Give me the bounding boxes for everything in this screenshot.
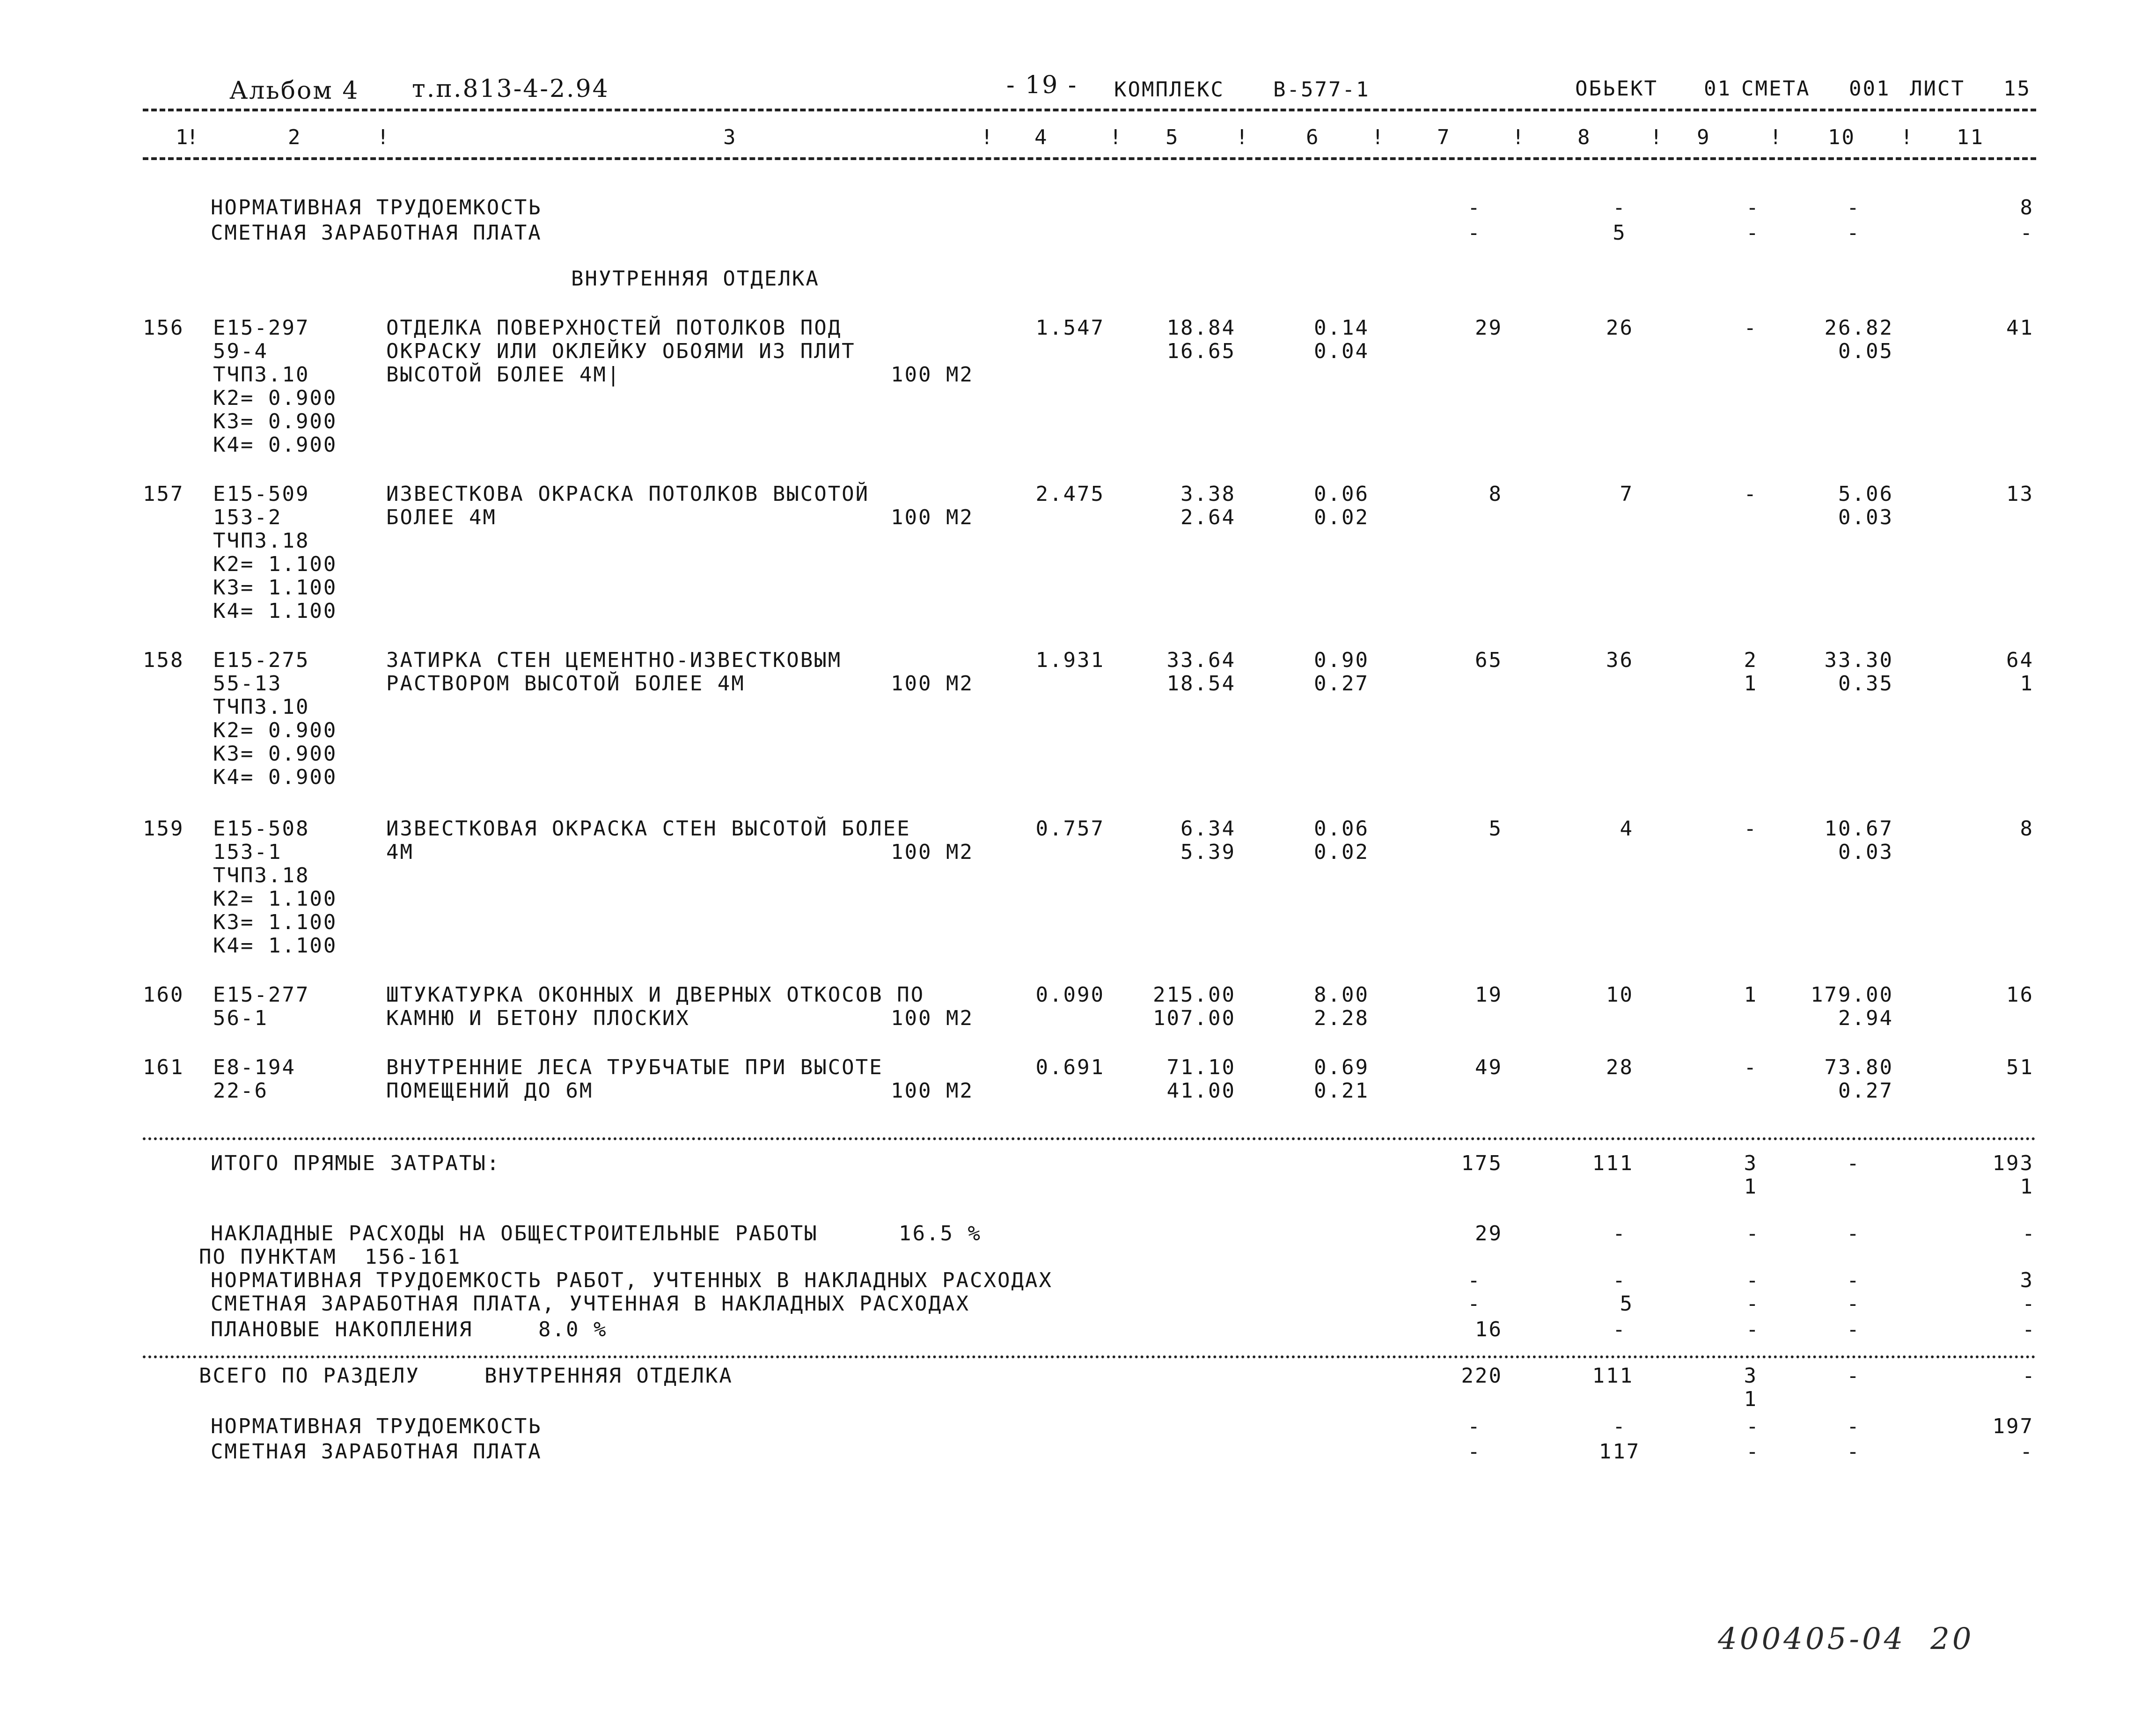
- item-code: ТЧП3.10: [213, 695, 310, 719]
- item-description: ИЗВЕСТКОВАЯ ОКРАСКА СТЕН ВЫСОТОЙ БОЛЕЕ: [386, 817, 911, 841]
- item-unit-cost: 71.10: [1166, 1055, 1236, 1079]
- item-c9: 1: [1744, 983, 1758, 1007]
- item-description: ПОМЕЩЕНИЙ ДО 6М: [386, 1079, 594, 1103]
- item-unit: 100 М2: [891, 363, 974, 387]
- overhead-rate: 16.5 %: [899, 1222, 982, 1245]
- column-number: 2: [288, 125, 302, 149]
- summary-label: НОРМАТИВНАЯ ТРУДОЕМКОСТЬ: [211, 1414, 542, 1438]
- item-c11: 13: [2006, 482, 2034, 506]
- summary-c11: 8: [2020, 196, 2034, 220]
- item-c9: 1: [1744, 672, 1758, 696]
- summary-c9: -: [1746, 1414, 1760, 1438]
- item-c10: 0.35: [1838, 672, 1893, 696]
- item-machine-cost: 0.06: [1314, 817, 1369, 841]
- item-code: ТЧП3.10: [213, 363, 310, 387]
- item-c10: 179.00: [1811, 983, 1893, 1007]
- planned-c7: 16: [1475, 1318, 1503, 1341]
- item-code: К2= 0.900: [213, 718, 337, 742]
- item-wages: 28: [1606, 1055, 1634, 1079]
- item-description: 4М: [386, 840, 414, 864]
- item-code: 22-6: [213, 1079, 268, 1103]
- item-code: К2= 1.100: [213, 887, 337, 911]
- section-title: ВНУТРЕННЯЯ ОТДЕЛКА: [571, 267, 820, 291]
- item-code: Е8-194: [213, 1055, 296, 1079]
- column-number: 6: [1306, 125, 1320, 149]
- overhead-c7: -: [1467, 1268, 1481, 1292]
- item-code: К4= 0.900: [213, 765, 337, 789]
- item-unit-cost: 3.38: [1181, 482, 1236, 506]
- total-c9: 3: [1744, 1364, 1758, 1388]
- object-number: 01: [1704, 77, 1731, 101]
- overhead-line-4: СМЕТНАЯ ЗАРАБОТНАЯ ПЛАТА, УЧТЕННАЯ В НАКЛАДНЫХ РАСХОДАХ: [211, 1292, 970, 1316]
- item-total: 65: [1475, 648, 1503, 672]
- handwritten-note: 400405-04 20: [1718, 1622, 1974, 1656]
- item-machine-cost: 0.90: [1314, 648, 1369, 672]
- item-wages: 26: [1606, 316, 1634, 340]
- item-unit: 100 М2: [891, 672, 974, 696]
- column-rule: [143, 157, 2036, 160]
- summary-c11: -: [2020, 1440, 2034, 1464]
- column-divider: !: [1512, 125, 1526, 149]
- item-description: ШТУКАТУРКА ОКОННЫХ И ДВЕРНЫХ ОТКОСОВ ПО: [386, 983, 925, 1007]
- sheet-number: 15: [2003, 77, 2031, 101]
- overhead-c8: -: [1613, 1222, 1627, 1245]
- summary-c8: 117: [1599, 1440, 1641, 1464]
- total-c7: 220: [1461, 1364, 1503, 1388]
- section-total-name: ВНУТРЕННЯЯ ОТДЕЛКА: [484, 1364, 733, 1388]
- column-divider: !: [1109, 125, 1123, 149]
- direct-c10: -: [1847, 1151, 1861, 1175]
- summary-label: СМЕТНАЯ ЗАРАБОТНАЯ ПЛАТА: [211, 1440, 542, 1464]
- item-machine-cost: 0.14: [1314, 316, 1369, 340]
- item-number: 160: [143, 983, 184, 1007]
- summary-c11: 197: [1992, 1414, 2034, 1438]
- item-c9: 2: [1744, 648, 1758, 672]
- summary-c10: -: [1847, 196, 1861, 220]
- item-number: 161: [143, 1055, 184, 1079]
- column-divider: !: [981, 125, 995, 149]
- column-number: 10: [1828, 125, 1855, 149]
- item-code: ТЧП3.18: [213, 529, 310, 553]
- item-c11: 1: [2020, 672, 2034, 696]
- item-total: 29: [1475, 316, 1503, 340]
- item-unit-cost: 5.39: [1181, 840, 1236, 864]
- summary-c9: -: [1746, 1440, 1760, 1464]
- item-description: КАМНЮ И БЕТОНУ ПЛОСКИХ: [386, 1006, 690, 1030]
- item-quantity: 0.090: [1035, 983, 1105, 1007]
- overhead-c10: -: [1847, 1292, 1861, 1316]
- overhead-c8: -: [1613, 1268, 1627, 1292]
- item-code: К4= 1.100: [213, 934, 337, 958]
- planned-label: ПЛАНОВЫЕ НАКОПЛЕНИЯ: [211, 1318, 473, 1341]
- item-machine-cost: 0.69: [1314, 1055, 1369, 1079]
- summary-c7: -: [1467, 221, 1481, 245]
- summary-c7: -: [1467, 196, 1481, 220]
- item-description: РАСТВОРОМ ВЫСОТОЙ БОЛЕЕ 4М: [386, 672, 745, 696]
- item-code: К4= 1.100: [213, 599, 337, 623]
- overhead-c11: -: [2022, 1292, 2036, 1316]
- overhead-c11: -: [2022, 1222, 2036, 1245]
- item-c9: -: [1744, 316, 1758, 340]
- direct-c11: 1: [2020, 1175, 2034, 1199]
- item-unit-cost: 107.00: [1153, 1006, 1236, 1030]
- item-c11: 64: [2006, 648, 2034, 672]
- album-label: Альбом 4: [229, 77, 359, 105]
- sheet-label: ЛИСТ: [1910, 77, 1965, 101]
- item-unit: 100 М2: [891, 1006, 974, 1030]
- summary-label: СМЕТНАЯ ЗАРАБОТНАЯ ПЛАТА: [211, 221, 542, 245]
- item-code: 55-13: [213, 672, 282, 696]
- item-c11: 16: [2006, 983, 2034, 1007]
- item-c9: -: [1744, 817, 1758, 841]
- overhead-line-2: ПО ПУНКТАМ 156-161: [199, 1245, 462, 1269]
- complex-label: КОМПЛЕКС: [1114, 78, 1225, 102]
- item-number: 158: [143, 648, 184, 672]
- complex-code: В-577-1: [1273, 78, 1370, 102]
- dotted-rule-2: [143, 1355, 2036, 1358]
- item-unit-cost: 18.84: [1166, 316, 1236, 340]
- item-code: К3= 1.100: [213, 576, 337, 600]
- column-divider: !: [1371, 125, 1386, 149]
- summary-c10: -: [1847, 1440, 1861, 1464]
- dotted-rule-1: [143, 1137, 2036, 1140]
- summary-c11: -: [2020, 221, 2034, 245]
- item-unit-cost: 16.65: [1166, 339, 1236, 363]
- item-unit: 100 М2: [891, 840, 974, 864]
- item-unit: 100 М2: [891, 505, 974, 529]
- item-machine-cost: 2.28: [1314, 1006, 1369, 1030]
- item-wages: 4: [1620, 817, 1634, 841]
- item-c10: 5.06: [1838, 482, 1893, 506]
- summary-c9: -: [1746, 221, 1760, 245]
- item-c9: -: [1744, 482, 1758, 506]
- item-unit-cost: 2.64: [1181, 505, 1236, 529]
- item-code: К3= 0.900: [213, 742, 337, 766]
- summary-c8: -: [1613, 1414, 1627, 1438]
- item-c11: 51: [2006, 1055, 2034, 1079]
- overhead-c10: -: [1847, 1222, 1861, 1245]
- column-divider: !: [1769, 125, 1783, 149]
- column-number: 9: [1697, 125, 1711, 149]
- item-code: К2= 1.100: [213, 552, 337, 576]
- column-divider: !: [1650, 125, 1664, 149]
- item-c10: 10.67: [1824, 817, 1893, 841]
- item-description: ВЫСОТОЙ БОЛЕЕ 4М|: [386, 363, 621, 387]
- item-quantity: 0.691: [1035, 1055, 1105, 1079]
- direct-costs-label: ИТОГО ПРЯМЫЕ ЗАТРАТЫ:: [211, 1151, 501, 1175]
- item-c10: 2.94: [1838, 1006, 1893, 1030]
- item-c11: 8: [2020, 817, 2034, 841]
- overhead-c7: 29: [1475, 1222, 1503, 1245]
- item-machine-cost: 0.02: [1314, 505, 1369, 529]
- overhead-c9: -: [1746, 1292, 1760, 1316]
- column-divider: !: [1900, 125, 1914, 149]
- project-number: т.п.813-4-2.94: [412, 75, 609, 103]
- item-unit-cost: 41.00: [1166, 1079, 1236, 1103]
- overhead-c8: 5: [1620, 1292, 1634, 1316]
- section-total-label: ВСЕГО ПО РАЗДЕЛУ: [199, 1364, 420, 1388]
- item-number: 156: [143, 316, 184, 340]
- estimate-label: СМЕТА: [1741, 77, 1811, 101]
- item-quantity: 0.757: [1035, 817, 1105, 841]
- item-total: 8: [1489, 482, 1503, 506]
- item-description: ЗАТИРКА СТЕН ЦЕМЕНТНО-ИЗВЕСТКОВЫМ: [386, 648, 842, 672]
- column-divider: !: [1236, 125, 1250, 149]
- item-description: ВНУТРЕННИЕ ЛЕСА ТРУБЧАТЫЕ ПРИ ВЫСОТЕ: [386, 1055, 883, 1079]
- item-c10: 73.80: [1824, 1055, 1893, 1079]
- column-number: 8: [1577, 125, 1591, 149]
- total-c8: 111: [1592, 1364, 1634, 1388]
- summary-c7: -: [1467, 1440, 1481, 1464]
- column-number: 11: [1957, 125, 1984, 149]
- summary-c7: -: [1467, 1414, 1481, 1438]
- column-number: 1: [176, 125, 190, 149]
- overhead-line-1: НАКЛАДНЫЕ РАСХОДЫ НА ОБЩЕСТРОИТЕЛЬНЫЕ РАБОТЫ: [211, 1222, 818, 1245]
- summary-c10: -: [1847, 1414, 1861, 1438]
- overhead-c10: -: [1847, 1268, 1861, 1292]
- item-c10: 33.30: [1824, 648, 1893, 672]
- item-c9: -: [1744, 1055, 1758, 1079]
- item-total: 5: [1489, 817, 1503, 841]
- item-description: ИЗВЕСТКОВА ОКРАСКА ПОТОЛКОВ ВЫСОТОЙ: [386, 482, 870, 506]
- column-number: 5: [1166, 125, 1180, 149]
- item-quantity: 2.475: [1035, 482, 1105, 506]
- item-c11: 41: [2006, 316, 2034, 340]
- total-c11: -: [2022, 1364, 2036, 1388]
- item-description: ОТДЕЛКА ПОВЕРХНОСТЕЙ ПОТОЛКОВ ПОД: [386, 316, 842, 340]
- estimate-number: 001: [1849, 77, 1891, 101]
- item-code: Е15-297: [213, 316, 310, 340]
- item-c10: 0.27: [1838, 1079, 1893, 1103]
- item-unit-cost: 215.00: [1153, 983, 1236, 1007]
- item-machine-cost: 8.00: [1314, 983, 1369, 1007]
- item-unit: 100 М2: [891, 1079, 974, 1103]
- overhead-line-3: НОРМАТИВНАЯ ТРУДОЕМКОСТЬ РАБОТ, УЧТЕННЫХ В НАКЛАДНЫХ РАСХОДАХ: [211, 1268, 1053, 1292]
- column-divider: !: [186, 125, 200, 149]
- item-quantity: 1.931: [1035, 648, 1105, 672]
- item-total: 49: [1475, 1055, 1503, 1079]
- overhead-c7: -: [1467, 1292, 1481, 1316]
- total-c10: -: [1847, 1364, 1861, 1388]
- item-machine-cost: 0.21: [1314, 1079, 1369, 1103]
- item-c10: 0.03: [1838, 840, 1893, 864]
- item-code: Е15-275: [213, 648, 310, 672]
- object-label: ОБЬЕКТ: [1575, 77, 1658, 101]
- item-c10: 26.82: [1824, 316, 1893, 340]
- planned-c9: -: [1746, 1318, 1760, 1341]
- direct-c8: 111: [1592, 1151, 1634, 1175]
- overhead-c9: -: [1746, 1268, 1760, 1292]
- item-code: 153-2: [213, 505, 282, 529]
- planned-rate: 8.0 %: [538, 1318, 608, 1341]
- item-wages: 10: [1606, 983, 1634, 1007]
- item-machine-cost: 0.04: [1314, 339, 1369, 363]
- direct-c9: 1: [1744, 1175, 1758, 1199]
- item-code: ТЧП3.18: [213, 864, 310, 887]
- column-number: 3: [723, 125, 737, 149]
- item-code: Е15-277: [213, 983, 310, 1007]
- summary-c10: -: [1847, 221, 1861, 245]
- item-c10: 0.05: [1838, 339, 1893, 363]
- header-rule: [143, 109, 2036, 111]
- planned-c8: -: [1613, 1318, 1627, 1341]
- summary-c9: -: [1746, 196, 1760, 220]
- item-machine-cost: 0.27: [1314, 672, 1369, 696]
- summary-c8: 5: [1613, 221, 1627, 245]
- column-divider: !: [377, 125, 391, 149]
- item-description: БОЛЕЕ 4М: [386, 505, 497, 529]
- item-unit-cost: 18.54: [1166, 672, 1236, 696]
- item-code: 56-1: [213, 1006, 268, 1030]
- item-code: 59-4: [213, 339, 268, 363]
- item-unit-cost: 6.34: [1181, 817, 1236, 841]
- item-quantity: 1.547: [1035, 316, 1105, 340]
- planned-c11: -: [2022, 1318, 2036, 1341]
- item-number: 159: [143, 817, 184, 841]
- item-description: ОКРАСКУ ИЛИ ОКЛЕЙКУ ОБОЯМИ ИЗ ПЛИТ: [386, 339, 856, 363]
- planned-c10: -: [1847, 1318, 1861, 1341]
- item-code: К3= 1.100: [213, 910, 337, 934]
- item-code: 153-1: [213, 840, 282, 864]
- item-code: Е15-508: [213, 817, 310, 841]
- column-number: 7: [1437, 125, 1451, 149]
- item-code: К2= 0.900: [213, 386, 337, 410]
- item-code: Е15-509: [213, 482, 310, 506]
- overhead-c11: 3: [2020, 1268, 2034, 1292]
- direct-c11: 193: [1992, 1151, 2034, 1175]
- item-number: 157: [143, 482, 184, 506]
- item-machine-cost: 0.06: [1314, 482, 1369, 506]
- direct-c9: 3: [1744, 1151, 1758, 1175]
- overhead-c9: -: [1746, 1222, 1760, 1245]
- summary-c8: -: [1613, 196, 1627, 220]
- item-wages: 36: [1606, 648, 1634, 672]
- item-c10: 0.03: [1838, 505, 1893, 529]
- direct-c7: 175: [1461, 1151, 1503, 1175]
- page-number: - 19 -: [1006, 71, 1078, 99]
- item-code: К3= 0.900: [213, 410, 337, 433]
- item-machine-cost: 0.02: [1314, 840, 1369, 864]
- summary-label: НОРМАТИВНАЯ ТРУДОЕМКОСТЬ: [211, 196, 542, 220]
- item-total: 19: [1475, 983, 1503, 1007]
- item-wages: 7: [1620, 482, 1634, 506]
- item-unit-cost: 33.64: [1166, 648, 1236, 672]
- column-number: 4: [1034, 125, 1049, 149]
- total-c9: 1: [1744, 1387, 1758, 1411]
- item-code: К4= 0.900: [213, 433, 337, 457]
